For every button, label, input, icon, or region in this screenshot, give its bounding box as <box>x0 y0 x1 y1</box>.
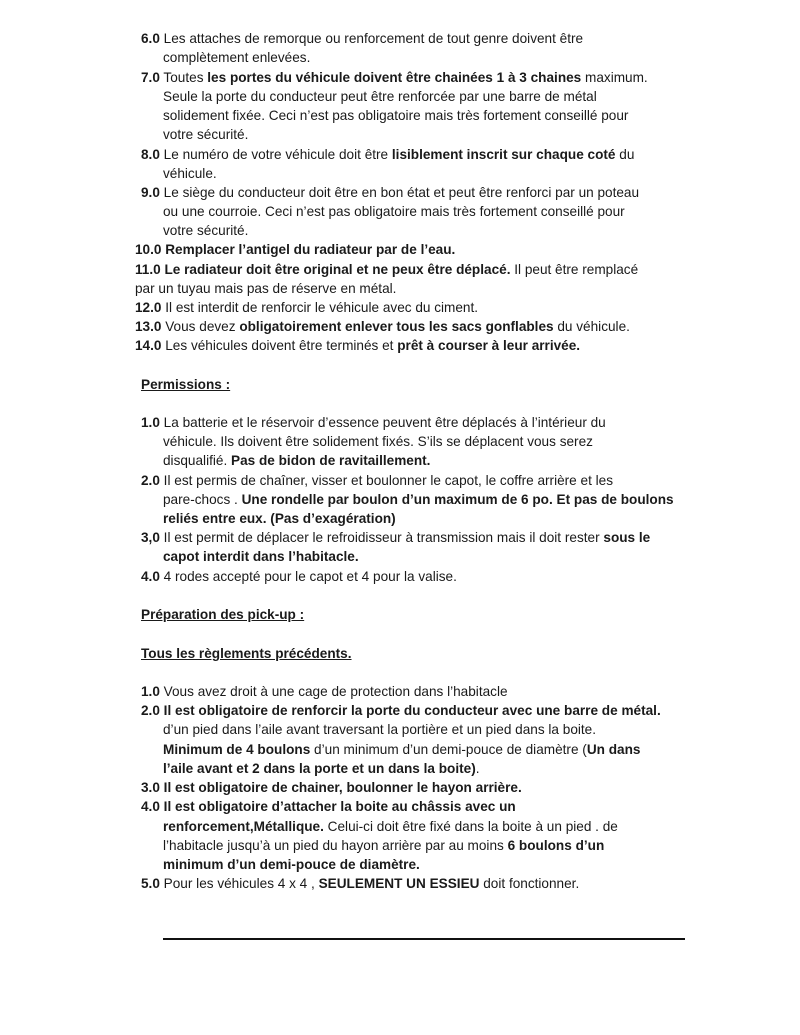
text-segment: véhicule. Ils doivent être solidement fixés. S’ils se déplacent vous serez <box>163 434 593 449</box>
text-segment: 12.0 <box>135 300 162 315</box>
text-line <box>141 701 661 720</box>
text-segment: 14.0 <box>135 338 162 353</box>
text-segment: 9.0 <box>141 185 160 200</box>
text-segment: 4.0 Il est obligatoire d’attacher la boite au châssis avec un <box>141 799 516 814</box>
text-segment: obligatoirement enlever tous les sacs gonflables <box>239 319 554 334</box>
text-segment: Préparation des pick-up : <box>141 607 305 622</box>
text-segment: lisiblement inscrit sur chaque coté <box>391 147 616 162</box>
text-segment: Il est permit de déplacer le refroidisseur à transmission mais il doit rester <box>159 530 604 545</box>
text-segment: par un tuyau mais pas de réserve en métal. <box>135 281 397 296</box>
text-line <box>141 145 634 164</box>
text-segment: Les véhicules doivent être terminés et <box>161 338 398 353</box>
text-segment: 6.0 <box>141 31 160 46</box>
text-line <box>163 836 604 855</box>
text-line <box>163 855 420 874</box>
text-segment: Pas de bidon de ravitaillement. <box>231 453 431 468</box>
text-line <box>135 240 455 259</box>
text-segment: Il est interdit de renforcir le véhicule avec du ciment. <box>161 300 479 315</box>
text-line <box>163 490 674 509</box>
text-segment: d’un minimum d’un demi-pouce de diamètre ( <box>310 742 587 757</box>
text-segment: du véhicule. <box>553 319 630 334</box>
text-segment: Une rondelle par boulon d’un maximum de 6 po. Et pas de boulons <box>241 492 674 507</box>
text-line <box>141 183 639 202</box>
text-segment: ou une courroie. Ceci n’est pas obligatoire mais très fortement conseillé pour <box>163 204 625 219</box>
text-segment: 3,0 <box>141 530 160 545</box>
text-segment: 8.0 <box>141 147 160 162</box>
text-segment: Les attaches de remorque ou renforcement de tout genre doivent être <box>159 31 584 46</box>
text-line <box>163 740 640 759</box>
text-segment: Permissions : <box>141 377 231 392</box>
text-line <box>163 48 310 67</box>
text-segment: les portes du véhicule doivent être chainées 1 à 3 chaines <box>207 70 582 85</box>
text-line <box>163 202 625 221</box>
text-segment: Le numéro de votre véhicule doit être <box>159 147 392 162</box>
text-line <box>141 413 606 432</box>
text-segment: pare-chocs . <box>163 492 242 507</box>
text-segment: du <box>615 147 635 162</box>
text-segment: 4 rodes accepté pour le capot et 4 pour la valise. <box>159 569 457 584</box>
text-segment: Vous avez droit à une cage de protection dans l’habitacle <box>159 684 508 699</box>
text-segment: La batterie et le réservoir d’essence peuvent être déplacés à l’intérieur du <box>159 415 606 430</box>
text-segment: Pour les véhicules 4 x 4 , <box>159 876 319 891</box>
text-segment: disqualifié. <box>163 453 232 468</box>
text-segment: 10.0 Remplacer l’antigel du radiateur par de l’eau. <box>135 242 456 257</box>
text-segment: 11.0 Le radiateur doit être original et ne peux être déplacé. <box>135 262 511 277</box>
text-line <box>163 817 618 836</box>
text-line <box>135 336 580 355</box>
text-line <box>141 68 648 87</box>
text-line <box>135 317 630 336</box>
text-line <box>163 451 430 470</box>
text-segment: d’un pied dans l’aile avant traversant la portière et un pied dans la boite. <box>163 722 597 737</box>
text-line <box>163 87 597 106</box>
text-line <box>163 106 628 125</box>
text-line <box>141 567 457 586</box>
text-segment: Toutes <box>159 70 208 85</box>
text-segment: Il peut être remplacé <box>510 262 639 277</box>
text-segment: Minimum de 4 boulons <box>163 742 311 757</box>
text-segment: . <box>475 761 480 776</box>
text-line <box>135 279 396 298</box>
text-line <box>135 260 638 279</box>
text-segment: sous le <box>603 530 651 545</box>
text-line <box>135 298 478 317</box>
horizontal-rule <box>163 938 685 940</box>
text-line <box>141 644 352 663</box>
text-line <box>163 547 359 566</box>
text-line <box>141 29 583 48</box>
text-segment: reliés entre eux. (Pas d’exagération) <box>163 511 396 526</box>
text-segment: 4.0 <box>141 569 160 584</box>
text-line <box>141 797 516 816</box>
text-segment: l’habitacle jusqu’à un pied du hayon arrière par au moins <box>163 838 508 853</box>
text-segment: votre sécurité. <box>163 223 249 238</box>
text-line <box>163 164 217 183</box>
text-line <box>141 778 522 797</box>
text-segment: votre sécurité. <box>163 127 249 142</box>
text-segment: capot interdit dans l’habitacle. <box>163 549 359 564</box>
text-line <box>163 221 248 240</box>
text-segment: Tous les règlements précédents. <box>141 646 352 661</box>
text-segment: 6 boulons d’un <box>507 838 605 853</box>
text-segment: SEULEMENT UN ESSIEU <box>318 876 480 891</box>
text-line <box>141 605 304 624</box>
text-line <box>141 682 508 701</box>
text-segment: 3.0 Il est obligatoire de chainer, boulonner le hayon arrière. <box>141 780 522 795</box>
text-segment: l’aile avant et 2 dans la porte et un dans la boite) <box>163 761 476 776</box>
text-line <box>163 720 596 739</box>
text-segment: 7.0 <box>141 70 160 85</box>
text-segment: Celui-ci doit être fixé dans la boite à un pied . de <box>323 819 618 834</box>
text-segment: prêt à courser à leur arrivée. <box>397 338 581 353</box>
text-segment: 5.0 <box>141 876 160 891</box>
text-segment: 2.0 <box>141 473 160 488</box>
text-segment: 2.0 Il est obligatoire de renforcir la porte du conducteur avec une barre de métal. <box>141 703 661 718</box>
text-segment: 13.0 <box>135 319 162 334</box>
text-segment: 1.0 <box>141 684 160 699</box>
text-line <box>163 509 396 528</box>
text-segment: 1.0 <box>141 415 160 430</box>
text-line <box>141 471 613 490</box>
text-segment: Un dans <box>586 742 641 757</box>
text-line <box>163 125 248 144</box>
text-segment: complètement enlevées. <box>163 50 311 65</box>
text-line <box>141 375 230 394</box>
text-line <box>141 874 579 893</box>
text-segment: Vous devez <box>161 319 240 334</box>
text-segment: maximum. <box>581 70 648 85</box>
text-line <box>163 759 480 778</box>
text-segment: doit fonctionner. <box>479 876 580 891</box>
text-segment: Seule la porte du conducteur peut être renforcée par une barre de métal <box>163 89 597 104</box>
text-segment: solidement fixée. Ceci n’est pas obligatoire mais très fortement conseillé pour <box>163 108 629 123</box>
text-segment: renforcement,Métallique. <box>163 819 324 834</box>
text-segment: Il est permis de chaîner, visser et boulonner le capot, le coffre arrière et les <box>159 473 614 488</box>
text-line <box>141 528 650 547</box>
text-line <box>163 432 593 451</box>
text-segment: véhicule. <box>163 166 217 181</box>
text-segment: Le siège du conducteur doit être en bon état et peut être renforci par un poteau <box>159 185 640 200</box>
text-segment: minimum d’un demi-pouce de diamètre. <box>163 857 420 872</box>
